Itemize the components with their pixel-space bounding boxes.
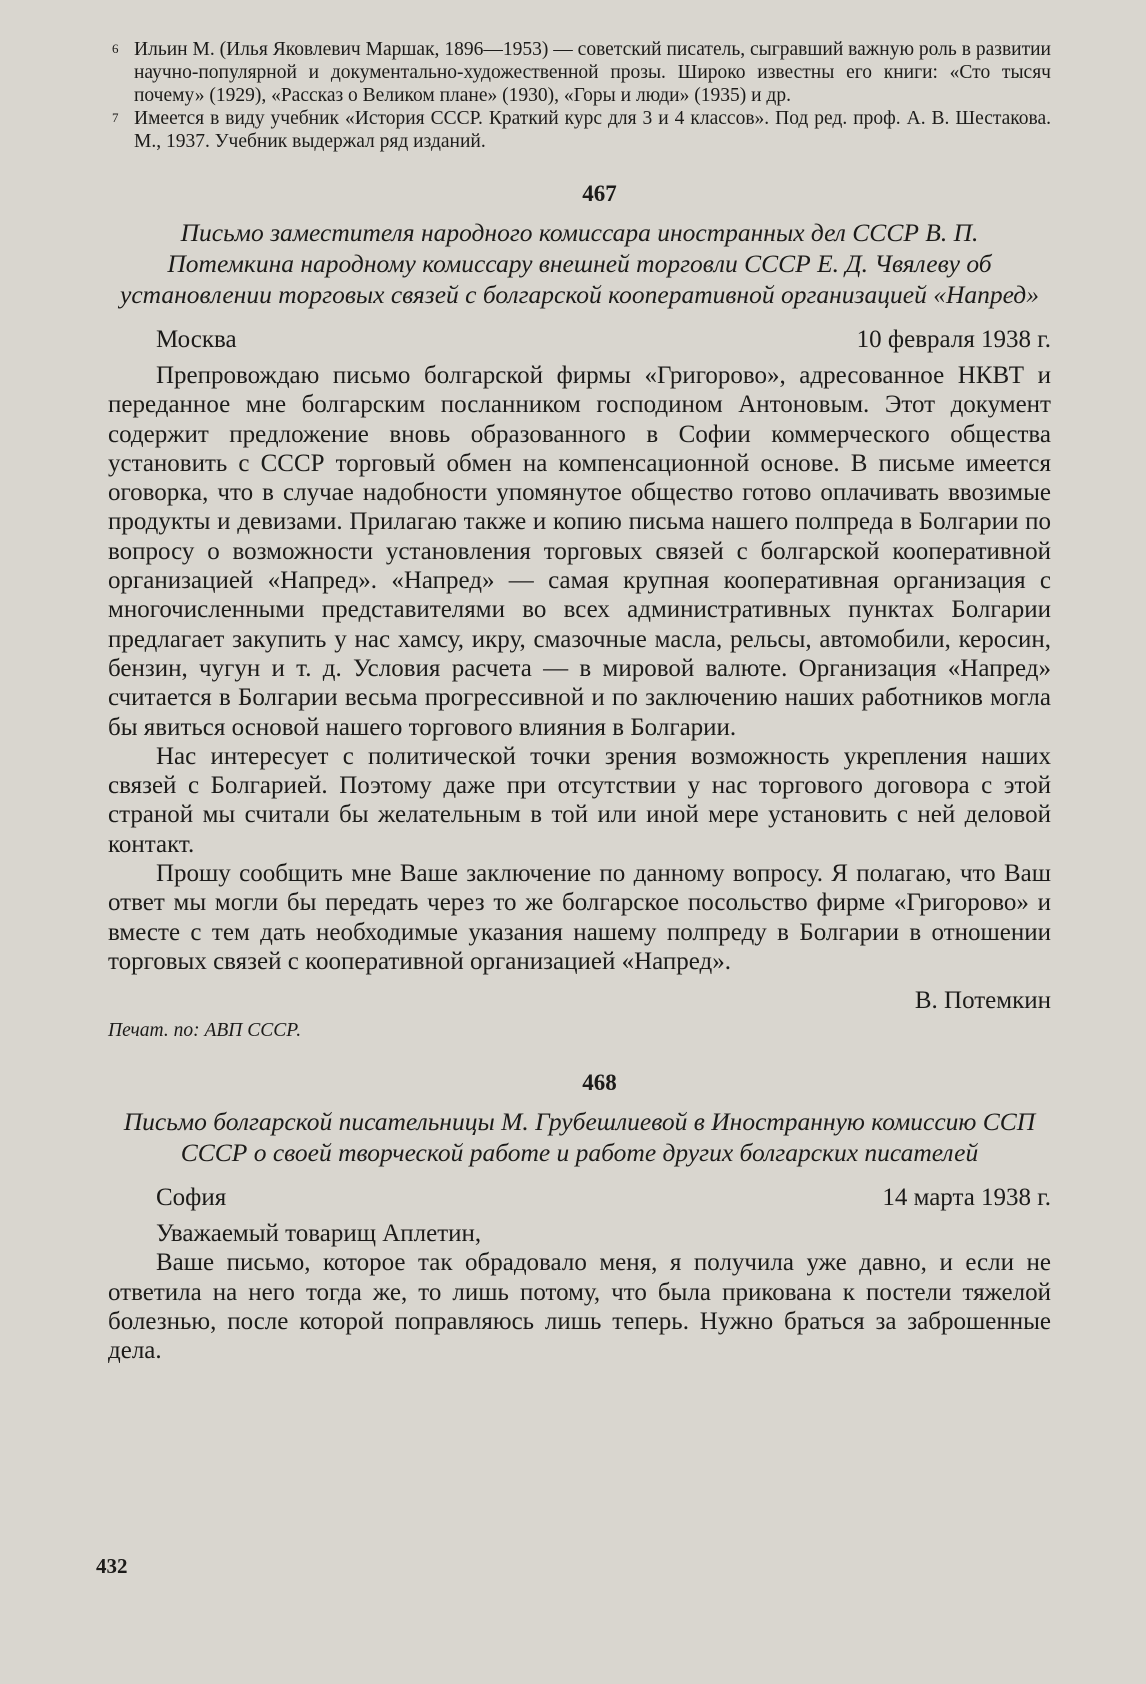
paragraph: Препровождаю письмо болгарской фирмы «Григорово», адресованное НКВТ и переданное мне болгарским посланником господином Антоновым. Этот документ содержит предложение вновь образованного в Софии коммерческого общества установить с СССР торговый обмен на компенсационной основе. В письме имеется оговорка, что в случае надобности упомянутое общество готово оплачивать ввозимые продукты и девизами. Прилагаю также и копию письма нашего полпреда в Болгарии по вопросу о возможности установления торговых связей с болгарской кооперативной организацией «Напред». «Напред» — самая крупная кооперативная организация с многочисленными представителями во всех административных пунктах Болгарии предлагает закупить у нас хамсу, икру, смазочные масла, рельсы, автомобили, керосин, бензин, чугун и т. д. Условия расчета — в мировой валюте. Организация «Напред» считается в Болгарии весьма прогрессивной и по заключению наших работников могла бы явиться основой нашего торгового влияния в Болгарии. xyxy=(108,362,1051,741)
document-number: 468 xyxy=(582,1070,617,1096)
document-468 xyxy=(108,1070,1051,1365)
footnotes xyxy=(108,38,1051,153)
greeting: Уважаемый товарищ Аплетин, xyxy=(156,1220,482,1248)
letter-body xyxy=(108,361,1051,976)
place-date-line xyxy=(156,1182,1051,1213)
footnote-text: Ильин М. (Илья Яковлевич Маршак, 1896—1953) — советский писатель, сыгравший важную роль в развитии научно-популярной и документально-художественной прозы. Широко известны его книги: «Сто тысяч почему» (1929), «Рассказ о Великом плане» (1930), «Горы и люди» (1935) и др. xyxy=(134,39,1051,106)
date: 10 февраля 1938 г. xyxy=(856,326,1051,353)
place: Москва xyxy=(156,326,237,353)
letter-body xyxy=(108,1248,1051,1365)
footnote-marker: 7 xyxy=(112,110,119,125)
footnote-marker: 6 xyxy=(112,41,119,56)
paragraph: Ваше письмо, которое так обрадовало меня, я получила уже давно, и если не ответила на него тогда же, то лишь потому, что была прикована к постели тяжелой болезнью, после которой поправляюсь лишь теперь. Нужно браться за заброшенные дела. xyxy=(108,1249,1051,1365)
document-title: Письмо болгарской писательницы М. Грубешлиевой в Иностранную комиссию ССП СССР о своей творческой работе и работе других болгарских писателей xyxy=(123,1107,1036,1168)
footnote-7 xyxy=(108,107,1051,153)
document-number: 467 xyxy=(582,181,617,206)
paragraph: Прошу сообщить мне Ваше заключение по данному вопросу. Я полагаю, что Ваш ответ мы могли бы передать через то же болгарское посольство фирме «Григорово» и вместе с тем дать необходимые указания нашему полпреду в Болгарии в отношении торговых связей с кооперативной организацией «Напред». xyxy=(108,860,1051,975)
place-date-line xyxy=(156,324,1051,355)
place: София xyxy=(156,1184,227,1212)
source-note: Печат. по: АВП СССР. xyxy=(108,1020,302,1042)
signature: В. Потемкин xyxy=(914,987,1051,1015)
footnote-6 xyxy=(108,38,1051,107)
page-number: 432 xyxy=(96,1554,128,1578)
date: 14 марта 1938 г. xyxy=(882,1184,1051,1212)
paragraph: Нас интересует с политической точки зрения возможность укрепления наших связей с Болгарией. Поэтому даже при отсутствии у нас торгового договора с этой страной мы считали бы желательным в той или иной мере установить с ней деловой контакт. xyxy=(108,742,1051,858)
document-title: Письмо заместителя народного комиссара иностранных дел СССР В. П. Потемкина народному комиссару внешней торговли СССР Е. Д. Чвялеву об установлении торговых связей с болгарской кооперативной организацией «Напред» xyxy=(120,218,1039,309)
document-467 xyxy=(108,181,1051,1042)
footnote-text: Имеется в виду учебник «История СССР. Краткий курс для 3 и 4 классов». Под ред. проф. А. В. Шестакова. М., 1937. Учебник выдержал ряд изданий. xyxy=(134,108,1051,152)
